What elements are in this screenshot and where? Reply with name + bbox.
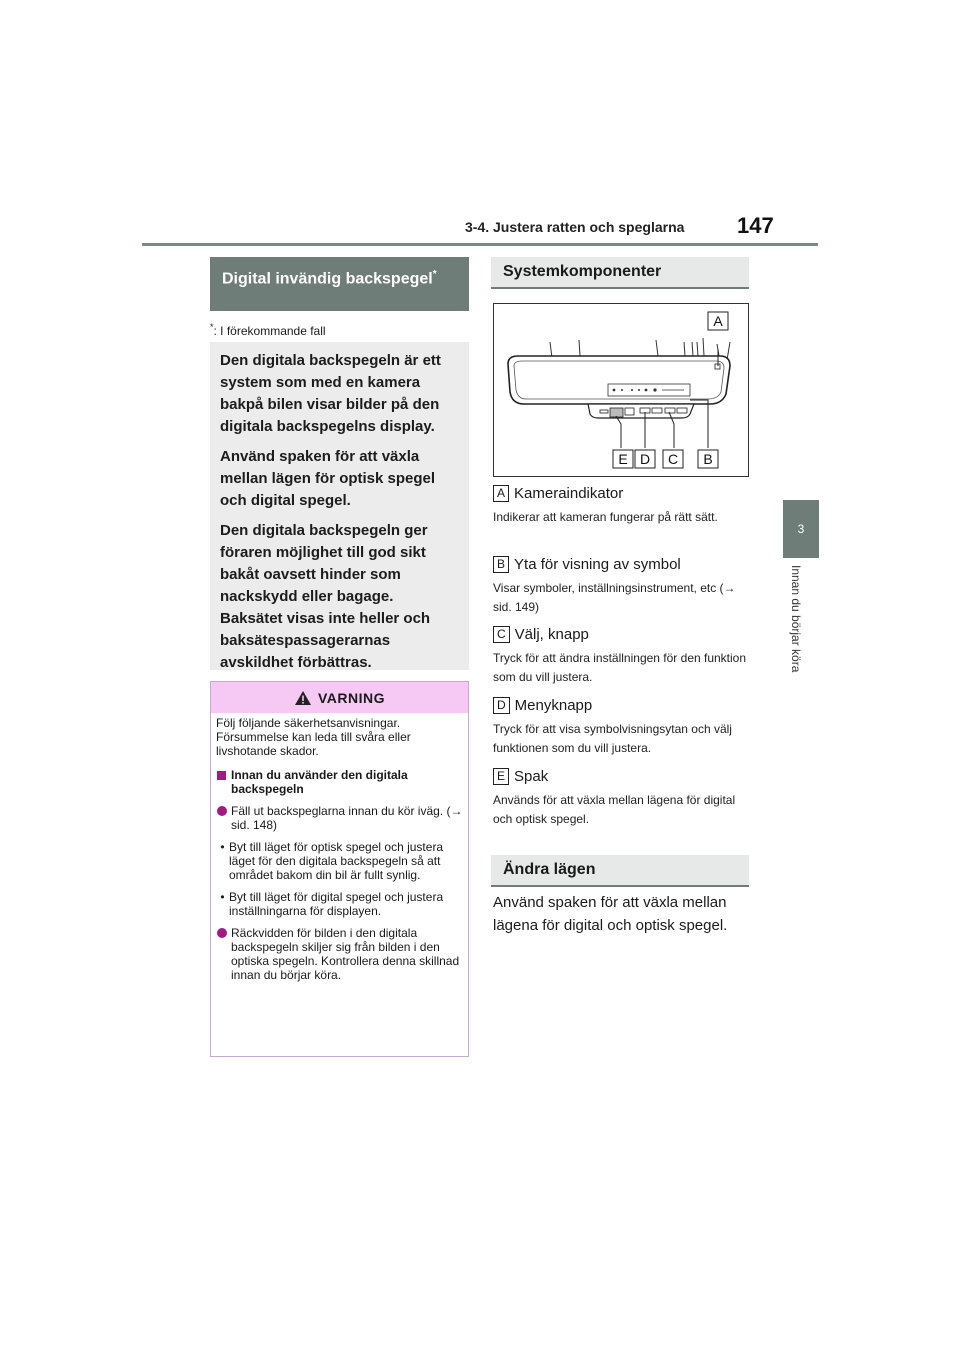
figure-label-a: A — [713, 313, 723, 329]
component-title: Menyknapp — [514, 697, 593, 714]
section-heading-digital-mirror — [210, 257, 469, 311]
component-title: Kameraindikator — [514, 485, 624, 502]
component-c — [493, 626, 755, 687]
component-tag: B — [493, 556, 509, 573]
circle-bullet-icon — [217, 806, 227, 816]
component-title: Välj, knapp — [514, 626, 589, 643]
warning-bullet — [216, 890, 463, 918]
chapter-number: 3 — [797, 522, 805, 536]
circle-bullet-icon — [217, 928, 227, 938]
footnote — [210, 322, 326, 338]
intro-paragraph: Använd spaken för att växla mellan lägen för optisk spegel och digital spegel. — [220, 448, 436, 509]
component-tag: A — [493, 485, 509, 502]
component-description: Visar symboler, inställningsinstrument, etc (→ sid. 149) — [493, 581, 736, 614]
chapter-label: Innan du börjar köra — [789, 565, 803, 673]
mirror-illustration — [493, 303, 749, 477]
warning-box — [210, 681, 469, 1057]
warning-bullet-text: Byt till läget för digital spegel och justera inställningarna för displayen. — [229, 890, 444, 918]
component-b — [493, 556, 755, 617]
chapter-side-label — [789, 565, 813, 705]
component-d — [493, 697, 755, 758]
warning-triangle-icon — [294, 690, 312, 706]
square-bullet-icon — [217, 771, 226, 780]
warning-intro: Följ följande säkerhetsanvisningar. Försummelse kan leda till svåra eller livshotande skador. — [216, 716, 411, 758]
warning-title: VARNING — [317, 689, 386, 706]
footnote-mark: * — [210, 322, 214, 332]
component-title: Yta för visning av symbol — [514, 556, 681, 573]
warning-item — [216, 804, 463, 832]
component-description: Indikerar att kameran fungerar på rätt sätt. — [493, 510, 718, 524]
warning-item-text: Räckvidden för bilden i den digitala backspegeln skiljer sig från bilden i den optiska spegeln. Kontrollera denna skillnad innan du börjar köra. — [231, 926, 460, 982]
component-description: Tryck för att ändra inställningen för den funktion som du vill justera. — [493, 651, 747, 684]
figure-label-d: D — [639, 451, 651, 467]
component-description: Tryck för att visa symbolvisningsytan och välj funktionen som du vill justera. — [493, 722, 732, 755]
warning-bullet — [216, 840, 463, 882]
warning-subhead — [216, 768, 463, 796]
heading-text: Digital invändig backspegel — [222, 270, 433, 288]
page-number: 147 — [737, 213, 774, 238]
intro-paragraph: Den digitala backspegeln är ett system som med en kamera bakpå bilen visar bilder på den digitala backspegelns display. — [220, 352, 441, 435]
intro-box — [210, 342, 469, 670]
section-heading-components: Systemkomponenter — [491, 257, 749, 289]
warning-body — [211, 713, 468, 982]
component-tag: D — [493, 697, 510, 714]
warning-bullet-text: Byt till läget för optisk spegel och justera läget för den digitala backspegeln så att området bakom din bil är fullt synlig. — [229, 840, 444, 882]
heading-footnote-mark: * — [432, 269, 437, 280]
figure-label-c: C — [667, 451, 679, 467]
component-tag: E — [493, 768, 509, 785]
warning-subhead-text: Innan du använder den digitala backspegeln — [231, 768, 408, 796]
bullet-icon: • — [220, 890, 225, 904]
warning-item-text: Fäll ut backspeglarna innan du kör iväg. (→ sid. 148) — [231, 804, 463, 832]
section-heading-change-modes: Ändra lägen — [491, 855, 749, 887]
header-divider — [142, 243, 818, 246]
change-modes-text: Använd spaken för att växla mellan lägena för digital och optisk spegel. — [493, 894, 728, 934]
component-e — [493, 768, 755, 829]
figure-label-b: B — [703, 451, 713, 467]
chapter-tab — [783, 500, 819, 558]
figure-label-e: E — [618, 451, 628, 467]
warning-item — [216, 926, 463, 982]
section-title: 3-4. Justera ratten och speglarna — [465, 219, 685, 235]
intro-paragraph: Den digitala backspegeln ger föraren möjlighet till god sikt bakåt oavsett hinder som nackskydd eller bagage. Baksätet visas inte heller och baksätespassagerarnas avskildhet förbättras. — [220, 522, 431, 671]
warning-header — [211, 682, 468, 713]
footnote-text: : I förekommande fall — [213, 324, 326, 338]
component-tag: C — [493, 626, 510, 643]
component-description: Används för att växla mellan lägena för digital och optisk spegel. — [493, 793, 736, 826]
bullet-icon: • — [220, 840, 225, 854]
mirror-diagram — [494, 304, 748, 476]
component-a — [493, 485, 755, 527]
component-title: Spak — [514, 768, 549, 785]
